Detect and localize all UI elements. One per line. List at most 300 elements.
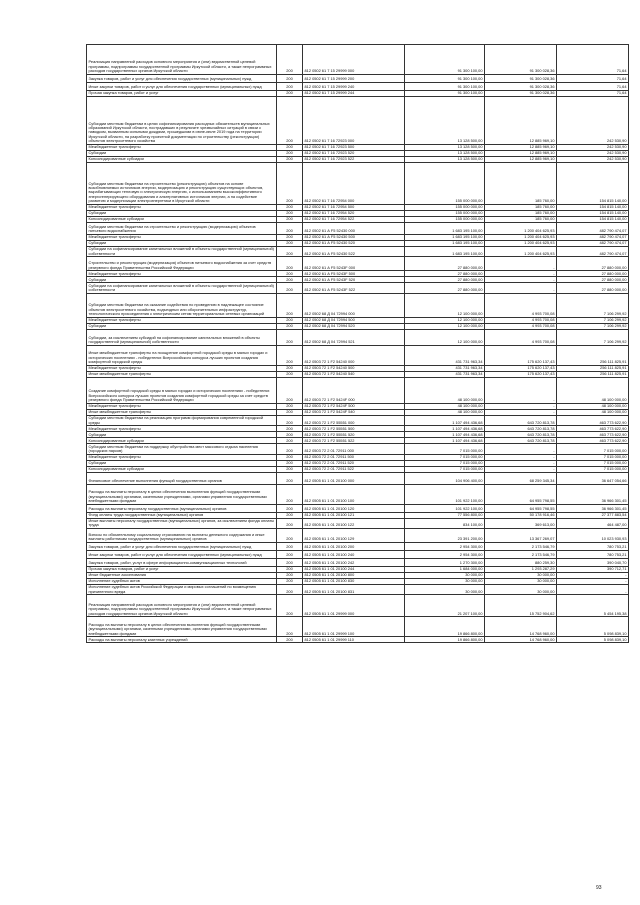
row-kbk-cell: 812 0502 61 7 15 29999 200 [303,75,405,83]
row-name-cell: Исполнение судебных актов [87,579,277,585]
row-kbk-cell: 812 0503 72 1 F2 54240 540 [303,371,405,377]
row-remainder-cell: 27 880 000,00 [557,271,629,277]
row-kbk-cell: 812 0502 61 7 16 72923 500 [303,145,405,151]
row-executed-cell: 1 200 404 625,93 [485,241,557,247]
row-executed-cell: 50 178 916,46 [485,512,557,518]
row-kbk-cell: 812 0505 61 1 01 20100 831 [303,585,405,595]
row-remainder-cell: 780 753,21 [557,551,629,559]
row-executed-cell: - [485,283,557,293]
row-approved-cell: 48 100 000,00 [405,403,485,409]
row-remainder-cell: 256 111 825,91 [557,345,629,365]
row-executed-cell: - [485,257,557,271]
row-name-cell: Консолидированные субсидии [87,466,277,472]
row-remainder-cell: 463 773 622,90 [557,426,629,432]
row-approved-cell: 101 922 100,00 [405,484,485,504]
row-name-cell: Субсидии местным бюджетам на строительство и реконструкцию (модернизацию) объектов питьевого водоснабжения [87,223,277,235]
row-name-cell: Межбюджетные трансферты [87,454,277,460]
row-remainder-cell: 48 100 000,00 [557,403,629,409]
budget-table [86,44,629,643]
row-executed-cell: - [485,454,557,460]
row-approved-cell: 12 100 000,00 [405,317,485,323]
row-executed-cell: 4 993 700,08 [485,317,557,323]
table-row [87,329,629,345]
row-executed-cell: 12 885 969,10 [485,97,557,145]
row-code-cell: 200 [277,163,303,205]
row-executed-cell: 12 885 969,10 [485,157,557,163]
table-row [87,444,629,454]
row-executed-cell: - [485,271,557,277]
row-kbk-cell: 812 0503 72 1 F2 55551 000 [303,415,405,425]
row-name-cell: Строительство и реконструкция (модернизация) объектов питьевого водоснабжения за счет средств резервного фонда Правительства Российской Федерации [87,257,277,271]
row-kbk-cell: 812 0505 61 1 01 20100 200 [303,543,405,551]
page-number: 93 [596,885,602,891]
row-remainder-cell: 390 712,71 [557,567,629,573]
row-remainder-cell: - [557,579,629,585]
row-code-cell: 200 [277,454,303,460]
row-code-cell: 200 [277,293,303,317]
row-remainder-cell: 256 111 825,91 [557,371,629,377]
row-approved-cell: 91 300 100,00 [405,91,485,97]
row-name-cell: Субсидии на софинансирование капитальных вложений в объекты государственной (муниципальной) собственности [87,247,277,257]
row-name-cell: Закупка товаров, работ и услуг для обеспечения государственных (муниципальных) нужд [87,75,277,83]
row-remainder-cell: 5 098 839,10 [557,617,629,637]
table-row [87,75,629,83]
row-remainder-cell: 482 790 474,07 [557,223,629,235]
row-remainder-cell: 242 530,90 [557,151,629,157]
row-remainder-cell: 7 015 000,00 [557,454,629,460]
row-kbk-cell: 812 0502 61 А F5 52430 500 [303,235,405,241]
row-remainder-cell: 10 023 930,93 [557,529,629,543]
row-remainder-cell: 27 880 000,00 [557,257,629,271]
row-approved-cell: 91 300 100,00 [405,75,485,83]
row-executed-cell: 643 720 813,78 [485,438,557,444]
row-code-cell: 200 [277,518,303,528]
row-kbk-cell: 812 0502 61 7 16 72954 520 [303,211,405,217]
row-kbk-cell: 812 0502 61 А F5 5243F 000 [303,257,405,271]
row-name-cell: Расходы на выплаты персоналу казенных учреждений [87,637,277,643]
row-code-cell: 200 [277,45,303,75]
table-row [87,543,629,551]
row-code-cell: 200 [277,235,303,241]
row-name-cell: Реализация направлений расходов основного мероприятия и (или) ведомственной целевой программы, подпрограммы государственной программы Иркутской области, а также непрограммных расходов государственных органов Иркутской области [87,45,277,75]
row-code-cell: 200 [277,426,303,432]
row-code-cell: 200 [277,377,303,403]
row-kbk-cell: 812 0505 61 1 01 20100 244 [303,567,405,573]
row-kbk-cell: 812 0503 72 1 F2 55551 522 [303,438,405,444]
row-approved-cell: 30 000,00 [405,585,485,595]
row-kbk-cell: 812 0502 68 Д 04 72994 000 [303,293,405,317]
row-name-cell: Консолидированные субсидии [87,157,277,163]
row-executed-cell: 30 000,00 [485,573,557,579]
row-executed-cell: - [485,277,557,283]
row-approved-cell: 30 000,00 [405,579,485,585]
row-executed-cell: 64 955 798,55 [485,484,557,504]
row-approved-cell: 1 270 300,00 [405,559,485,567]
row-name-cell: Межбюджетные трансферты [87,365,277,371]
row-code-cell: 200 [277,365,303,371]
row-remainder-cell: 464 487,00 [557,518,629,528]
row-approved-cell: 1 107 494 436,68 [405,415,485,425]
row-code-cell: 200 [277,460,303,466]
row-executed-cell: 68 259 345,34 [485,472,557,484]
row-approved-cell: 155 000 000,00 [405,205,485,211]
row-approved-cell: 1 107 494 436,68 [405,432,485,438]
row-code-cell: 200 [277,637,303,643]
row-approved-cell: 30 000,00 [405,573,485,579]
row-remainder-cell: 5 098 839,10 [557,637,629,643]
row-approved-cell: 13 128 500,00 [405,97,485,145]
row-code-cell: 200 [277,257,303,271]
row-code-cell: 200 [277,345,303,365]
row-code-cell: 200 [277,97,303,145]
row-approved-cell: 21 207 100,00 [405,595,485,617]
row-code-cell: 200 [277,551,303,559]
row-executed-cell: 175 620 137,43 [485,365,557,371]
row-approved-cell: 77 556 800,00 [405,512,485,518]
row-name-cell: Субсидии [87,460,277,466]
row-name-cell: Расходы на выплаты персоналу государственных (муниципальных) органов [87,504,277,512]
row-kbk-cell: 812 0505 61 1 01 29999 100 [303,617,405,637]
row-kbk-cell: 812 0503 72 2 01 72911 000 [303,444,405,454]
row-name-cell: Прочая закупка товаров, работ и услуг [87,567,277,573]
row-name-cell: Субсидии местным бюджетам на поддержку обустройства мест массового отдыха населения (городских парков) [87,444,277,454]
row-remainder-cell: 48 100 000,00 [557,377,629,403]
row-kbk-cell: 812 0505 61 1 01 20100 129 [303,529,405,543]
row-approved-cell: 23 391 200,00 [405,529,485,543]
row-executed-cell: 1 293 287,29 [485,567,557,573]
row-name-cell: Иные бюджетные ассигнования [87,573,277,579]
row-code-cell: 200 [277,585,303,595]
row-approved-cell: 155 000 000,00 [405,163,485,205]
row-executed-cell: 185 760,00 [485,163,557,205]
row-approved-cell: 2 954 300,00 [405,551,485,559]
row-approved-cell: 7 015 000,00 [405,460,485,466]
row-executed-cell: 13 367 269,07 [485,529,557,543]
row-remainder-cell: 242 530,90 [557,145,629,151]
table-row [87,283,629,293]
table-row [87,472,629,484]
row-name-cell: Расходы на выплаты персоналу в целях обеспечения выполнения функций государственными (муниципальными) органами, казенными учреждениями, органами управления государственными внебюджетными фондами [87,617,277,637]
row-code-cell: 200 [277,205,303,211]
row-kbk-cell: 812 0502 68 Д 04 72994 521 [303,329,405,345]
row-approved-cell: 27 880 000,00 [405,277,485,283]
row-code-cell: 200 [277,217,303,223]
row-remainder-cell: 482 790 474,07 [557,235,629,241]
row-approved-cell: 1 683 195 100,00 [405,235,485,241]
row-approved-cell: 1 684 000,00 [405,567,485,573]
row-remainder-cell: 71,64 [557,45,629,75]
row-approved-cell: 12 100 000,00 [405,293,485,317]
row-code-cell: 200 [277,403,303,409]
row-name-cell: Консолидированные субсидии [87,438,277,444]
row-name-cell: Финансовое обеспечение выполнения функций государственных органов [87,472,277,484]
table-row [87,585,629,595]
row-name-cell: Иные межбюджетные трансферты на поощрение комфортной городской среды в малых городах и исторических поселениях - победителях Всероссийского конкурса лучших проектов создания комфортной городской среды [87,345,277,365]
row-approved-cell: 13 128 500,00 [405,157,485,163]
table-row [87,257,629,271]
row-kbk-cell: 812 0502 61 7 16 72954 522 [303,217,405,223]
row-kbk-cell: 812 0503 72 2 01 72911 520 [303,460,405,466]
row-code-cell: 200 [277,543,303,551]
row-executed-cell: 185 760,00 [485,211,557,217]
row-name-cell: Закупка товаров, работ и услуг для обеспечения государственных (муниципальных) нужд [87,543,277,551]
row-remainder-cell: 482 790 474,07 [557,247,629,257]
row-kbk-cell: 812 0502 61 7 16 72923 520 [303,151,405,157]
row-remainder-cell: 36 966 301,45 [557,484,629,504]
row-approved-cell: 13 128 500,00 [405,151,485,157]
row-code-cell: 200 [277,512,303,518]
row-kbk-cell: 812 0503 72 1 F2 55551 500 [303,426,405,432]
row-name-cell: Субсидии [87,432,277,438]
row-remainder-cell: 7 106 299,92 [557,293,629,317]
row-kbk-cell: 812 0505 61 1 01 20100 830 [303,579,405,585]
row-approved-cell: 431 731 963,34 [405,365,485,371]
row-kbk-cell: 812 0502 61 А F5 52430 520 [303,241,405,247]
row-kbk-cell: 812 0505 61 1 01 20100 240 [303,551,405,559]
table-row [87,45,629,75]
row-remainder-cell: 36 966 301,45 [557,504,629,512]
table-row [87,595,629,617]
row-approved-cell: 1 683 195 100,00 [405,241,485,247]
row-approved-cell: 27 880 000,00 [405,257,485,271]
row-approved-cell: 7 015 000,00 [405,444,485,454]
row-approved-cell: 2 954 300,00 [405,543,485,551]
table-row [87,518,629,528]
row-code-cell: 200 [277,211,303,217]
row-name-cell: Взносы по обязательному социальному страхованию на выплаты денежного содержания и иные выплаты работникам государственных (муниципальных) органов [87,529,277,543]
row-kbk-cell: 812 0502 61 А F5 5243F 522 [303,283,405,293]
table-row [87,559,629,567]
row-kbk-cell: 812 0503 72 1 F2 54240 000 [303,345,405,365]
row-code-cell: 200 [277,75,303,83]
row-approved-cell: 19 866 800,00 [405,637,485,643]
row-remainder-cell: 7 106 299,92 [557,323,629,329]
row-code-cell: 200 [277,277,303,283]
row-kbk-cell: 812 0505 61 1 01 20100 000 [303,472,405,484]
row-remainder-cell: 27 880 000,00 [557,277,629,283]
row-remainder-cell: 154 815 140,00 [557,163,629,205]
row-remainder-cell: 36 647 054,66 [557,472,629,484]
table-row [87,223,629,235]
row-approved-cell: 27 880 000,00 [405,283,485,293]
row-kbk-cell: 812 0502 61 7 16 72923 522 [303,157,405,163]
row-name-cell: Иные выплаты персоналу государственных (муниципальных) органов, за исключением фонда оплаты труда [87,518,277,528]
row-name-cell: Иные закупки товаров, работ и услуг для обеспечения государственных (муниципальных) нужд [87,83,277,91]
row-kbk-cell: 812 0502 61 7 15 29999 000 [303,45,405,75]
row-executed-cell: 91 300 028,36 [485,75,557,83]
row-approved-cell: 19 866 800,00 [405,617,485,637]
row-executed-cell: 4 993 700,08 [485,329,557,345]
row-kbk-cell: 812 0505 61 1 01 29999 110 [303,637,405,643]
row-kbk-cell: 812 0502 61 7 15 29999 240 [303,83,405,91]
row-kbk-cell: 812 0503 72 1 F2 54240 500 [303,365,405,371]
row-kbk-cell: 812 0502 61 7 16 72954 500 [303,205,405,211]
row-name-cell: Межбюджетные трансферты [87,205,277,211]
row-remainder-cell: 7 015 000,00 [557,444,629,454]
row-code-cell: 200 [277,579,303,585]
row-remainder-cell: 256 111 825,91 [557,365,629,371]
row-name-cell: Реализация направлений расходов основного мероприятия и (или) ведомственной целевой программы, подпрограммы государственной программы Иркутской области, а также непрограммных расходов государственных органов Иркутской области [87,595,277,617]
row-remainder-cell: - [557,585,629,595]
row-code-cell: 200 [277,91,303,97]
row-approved-cell: 13 128 500,00 [405,145,485,151]
row-name-cell: Субсидии [87,211,277,217]
table-row [87,415,629,425]
row-remainder-cell: 482 790 474,07 [557,241,629,247]
row-name-cell: Расходы на выплаты персоналу в целях обеспечения выполнения функций государственными (муниципальными) органами, казенными учреждениями, органами управления государственными внебюджетными фондами [87,484,277,504]
row-remainder-cell: 7 015 000,00 [557,460,629,466]
row-approved-cell: 431 731 963,34 [405,345,485,365]
row-name-cell: Субсидии местным бюджетам на реализацию программ формирования современной городской среды [87,415,277,425]
row-executed-cell: 175 620 137,43 [485,371,557,377]
row-remainder-cell: 48 100 000,00 [557,409,629,415]
row-kbk-cell: 812 0502 61 А F5 52430 000 [303,223,405,235]
table-row [87,637,629,643]
table-row [87,529,629,543]
row-approved-cell: 431 731 963,34 [405,371,485,377]
row-approved-cell: 1 107 494 436,68 [405,426,485,432]
row-code-cell: 200 [277,567,303,573]
row-approved-cell: 12 100 000,00 [405,329,485,345]
row-code-cell: 200 [277,317,303,323]
row-executed-cell: 14 768 960,00 [485,617,557,637]
table-row [87,617,629,637]
row-code-cell: 200 [277,617,303,637]
row-code-cell: 200 [277,466,303,472]
row-name-cell: Иные закупки товаров, работ и услуг для обеспечения государственных (муниципальных) нужд [87,551,277,559]
row-kbk-cell: 812 0502 61 7 16 72923 000 [303,97,405,145]
table-row [87,504,629,512]
row-code-cell: 200 [277,83,303,91]
row-remainder-cell: 7 106 299,92 [557,317,629,323]
row-executed-cell: - [485,460,557,466]
row-code-cell: 200 [277,371,303,377]
row-name-cell: Исполнение судебных актов Российской Федерации и мировых соглашений по возмещению причиненного вреда [87,585,277,595]
row-executed-cell: 369 613,00 [485,518,557,528]
row-executed-cell: 643 720 813,78 [485,426,557,432]
row-approved-cell: 1 107 494 436,68 [405,438,485,444]
row-kbk-cell: 812 0505 61 1 01 20100 242 [303,559,405,567]
row-kbk-cell: 812 0502 68 Д 04 72994 500 [303,317,405,323]
row-name-cell: Субсидии [87,241,277,247]
row-executed-cell: - [485,409,557,415]
row-remainder-cell: 390 040,70 [557,559,629,567]
row-code-cell: 200 [277,247,303,257]
row-kbk-cell: 812 0503 72 1 F2 5424F 540 [303,409,405,415]
row-executed-cell: - [485,466,557,472]
row-kbk-cell: 812 0502 61 А F5 5243F 500 [303,271,405,277]
row-name-cell: Иные межбюджетные трансферты [87,409,277,415]
row-executed-cell: 15 752 904,62 [485,595,557,617]
row-code-cell: 200 [277,283,303,293]
row-name-cell: Субсидии местным бюджетам на строительство (реконструкцию) объектов на основе возобновляемых источников энергии, модернизацию и реконструкцию существующих объектов, вырабатывающих тепловую и электрическую энергию, с использованием высокоэффективного энергогенерирующего оборудования и альтернативных источников энергии, а на содействие развитию и модернизации электроэнергетики в Иркутской области [87,163,277,205]
table-row [87,484,629,504]
row-remainder-cell: 27 377 883,54 [557,512,629,518]
row-kbk-cell: 812 0503 72 1 F2 5424F 500 [303,403,405,409]
row-code-cell: 200 [277,444,303,454]
row-approved-cell: 91 300 100,00 [405,45,485,75]
row-executed-cell: - [485,377,557,403]
row-code-cell: 200 [277,472,303,484]
row-name-cell: Межбюджетные трансферты [87,403,277,409]
row-code-cell: 200 [277,529,303,543]
row-code-cell: 200 [277,329,303,345]
row-approved-cell: 155 000 000,00 [405,217,485,223]
row-name-cell: Межбюджетные трансферты [87,271,277,277]
row-remainder-cell: 154 815 140,00 [557,205,629,211]
row-code-cell: 200 [277,573,303,579]
row-executed-cell: 4 993 700,08 [485,293,557,317]
row-remainder-cell: 463 773 622,90 [557,438,629,444]
table-row [87,97,629,145]
row-approved-cell: 101 922 100,00 [405,504,485,512]
row-name-cell: Межбюджетные трансферты [87,145,277,151]
row-approved-cell: 1 683 195 100,00 [405,247,485,257]
row-name-cell: Межбюджетные трансферты [87,235,277,241]
row-code-cell: 200 [277,145,303,151]
row-name-cell: Субсидии [87,323,277,329]
row-code-cell: 200 [277,323,303,329]
row-code-cell: 200 [277,484,303,504]
row-approved-cell: 7 015 000,00 [405,454,485,460]
row-code-cell: 200 [277,595,303,617]
row-executed-cell: - [485,444,557,454]
row-approved-cell: 12 100 000,00 [405,323,485,329]
row-name-cell: Субсидии [87,151,277,157]
row-remainder-cell: 27 880 000,00 [557,283,629,293]
row-executed-cell: 14 768 960,00 [485,637,557,643]
row-kbk-cell: 812 0505 61 1 01 20100 121 [303,512,405,518]
row-approved-cell: 834 100,00 [405,518,485,528]
row-kbk-cell: 812 0505 61 1 01 20100 100 [303,484,405,504]
row-executed-cell: - [485,403,557,409]
row-remainder-cell: 71,64 [557,75,629,83]
row-kbk-cell: 812 0505 61 1 01 20100 800 [303,573,405,579]
row-remainder-cell: 7 015 000,00 [557,466,629,472]
row-name-cell: Межбюджетные трансферты [87,317,277,323]
row-remainder-cell: 463 773 622,90 [557,415,629,425]
row-approved-cell: 7 015 000,00 [405,466,485,472]
row-executed-cell: 643 720 813,78 [485,415,557,425]
row-name-cell: Закупка товаров, работ, услуг в сфере информационно-коммуникационных технологий [87,559,277,567]
row-code-cell: 200 [277,409,303,415]
row-name-cell: Субсидии [87,277,277,283]
table-row [87,293,629,317]
row-name-cell: Субсидии местным бюджетам в целях софинансирования расходных обязательств муниципальных образований Иркутской области, пострадавших в результате чрезвычайных ситуаций в связи с паводком, вызванным сильными дождями, прошедшими в июне-июле 2019 года на территории Иркутской области, на разработку проектной документации по строительству (реконструкции) объектов электросетевого хозяйства [87,97,277,145]
row-name-cell: Субсидии, за исключением субсидий на софинансирование капитальных вложений в объекты государственной (муниципальной) собственности [87,329,277,345]
row-executed-cell: 185 760,00 [485,205,557,211]
table-row [87,345,629,365]
row-remainder-cell: 154 815 140,00 [557,211,629,217]
row-executed-cell: 91 300 028,36 [485,83,557,91]
row-executed-cell: 2 173 546,79 [485,551,557,559]
table-row [87,247,629,257]
row-kbk-cell: 812 0502 61 А F5 5243F 520 [303,277,405,283]
row-executed-cell: 64 955 798,55 [485,504,557,512]
row-name-cell: Межбюджетные трансферты [87,426,277,432]
row-name-cell: Субсидии на софинансирование капитальных вложений в объекты государственной (муниципальной) собственности [87,283,277,293]
row-remainder-cell: 154 815 140,00 [557,217,629,223]
row-executed-cell: 175 620 137,43 [485,345,557,365]
row-kbk-cell: 812 0505 61 1 01 29999 000 [303,595,405,617]
row-executed-cell: 91 300 028,36 [485,91,557,97]
row-remainder-cell: 5 454 195,38 [557,595,629,617]
row-kbk-cell: 812 0503 72 2 01 72911 522 [303,466,405,472]
row-executed-cell: 12 885 969,10 [485,145,557,151]
row-name-cell: Иные межбюджетные трансферты [87,371,277,377]
row-code-cell: 200 [277,504,303,512]
row-approved-cell: 48 100 000,00 [405,409,485,415]
